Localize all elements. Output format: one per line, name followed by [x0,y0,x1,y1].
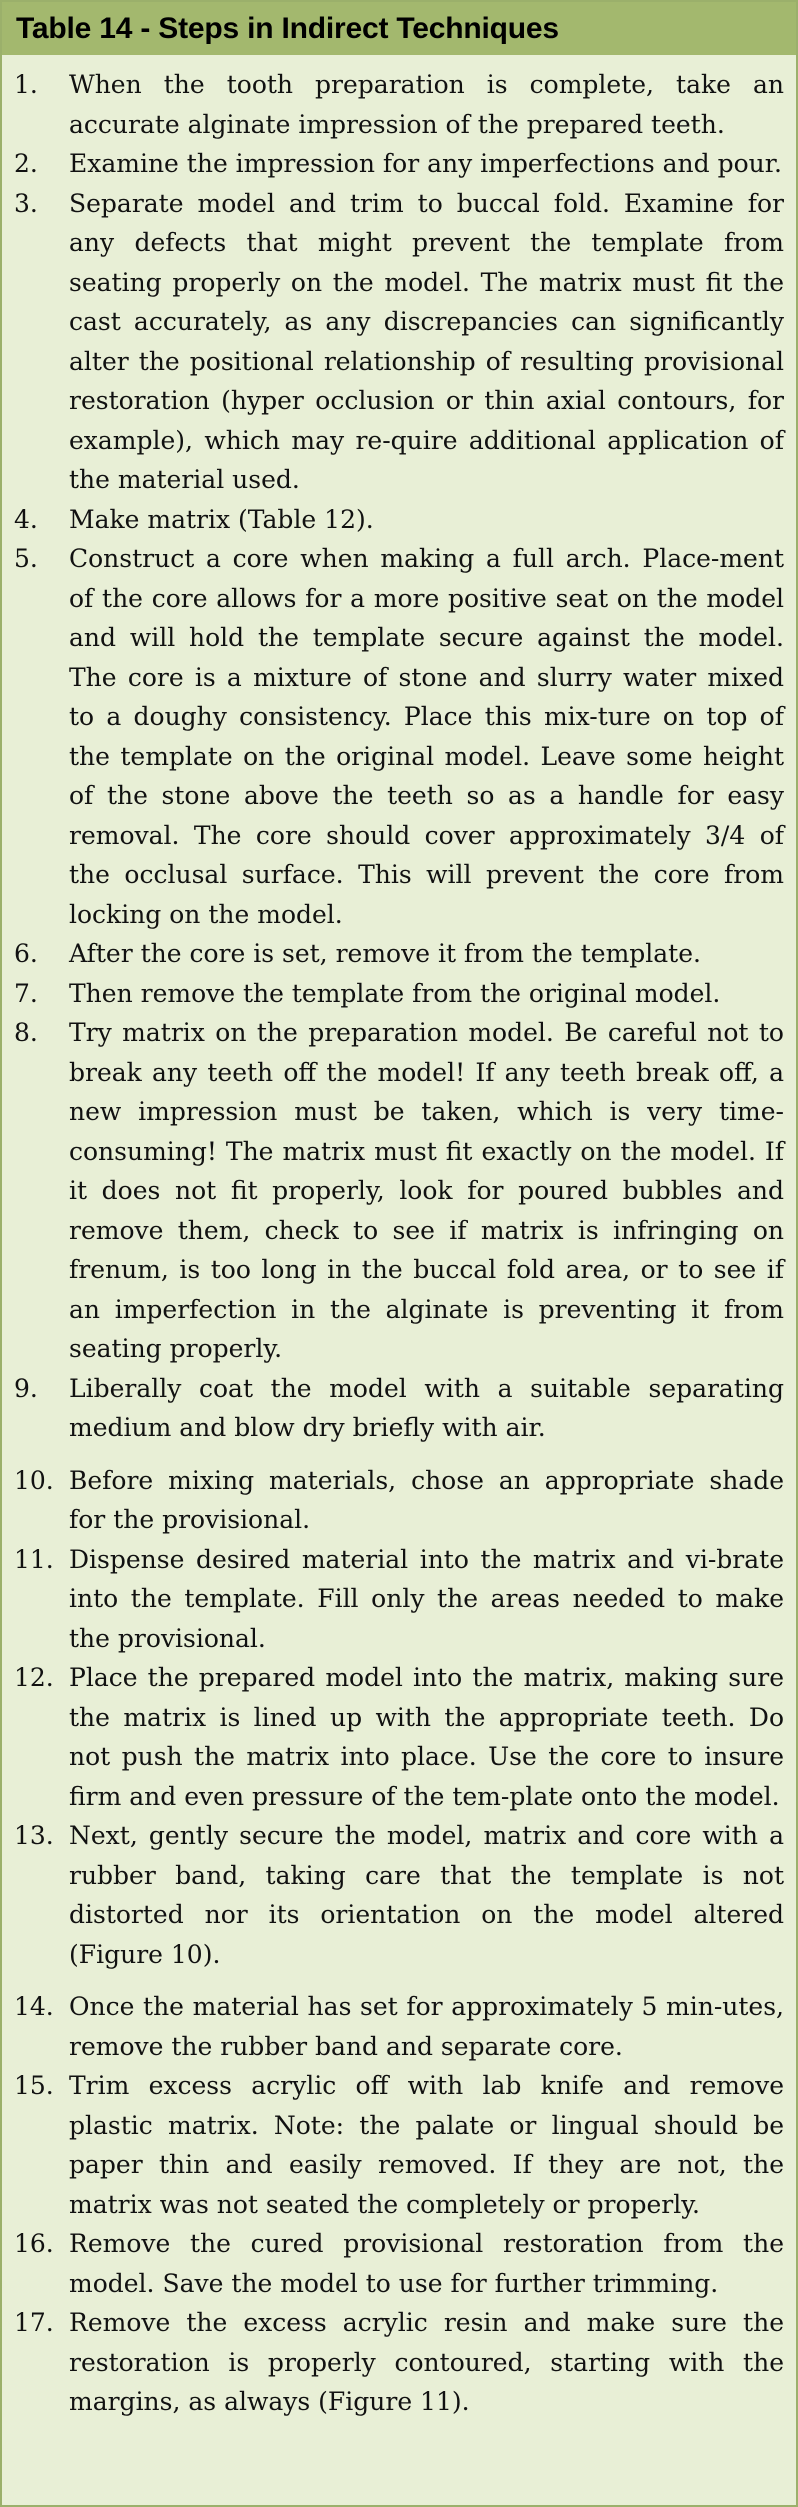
list-item [2,184,796,500]
step-number: 2. [14,149,38,178]
step-text: After the core is set, remove it from the template. [69,939,701,968]
list-item [2,500,796,540]
step-text: When the tooth preparation is complete, take an accurate alginate impression of the prepared teeth. [69,70,784,139]
list-item [2,539,796,934]
list-item [2,934,796,974]
step-text: Then remove the template from the original model. [69,978,721,1008]
list-item [2,974,796,1014]
step-number: 10. [14,1465,54,1495]
step-text: Liberally coat the model with a suitable separating medium and blow dry briefly with air. [69,1373,784,1442]
step-number: 4. [14,504,38,534]
step-text: Examine the impression for any imperfections and pour. [69,149,782,178]
step-text: Remove the cured provisional restoration from the model. Save the model to use for further trimming. [69,2229,784,2298]
table-title: Table 14 - Steps in Indirect Techniques [2,2,796,55]
step-number: 8. [14,1018,38,1047]
list-item [2,1013,796,1369]
steps-list [2,55,796,2422]
step-text: Separate model and trim to buccal fold. Examine for any defects that might prevent the template from seating properly on the model. The matrix must fit the cast accurately, as any discrepancies can significantly alter the positional relationship of resulting provisional restoration (hyper occlusion or thin axial contours, for example), which may re-quire additional application of the material used. [69,188,784,494]
step-number: 16. [14,2229,54,2258]
step-number: 7. [14,978,38,1008]
step-text: Construct a core when making a full arch. Place-ment of the core allows for a more positive seat on the model and will hold the template secure against the model. The core is a mixture of stone and slurry water mixed to a doughy consistency. Place this mix-ture on top of the template on the original model. Leave some height of the stone above the teeth so as a handle for easy removal. The core should cover approximately 3/4 of the occlusal surface. This will prevent the core from locking on the model. [69,544,784,929]
step-number: 17. [14,2308,54,2337]
step-number: 9. [14,1373,38,1403]
step-text: Once the material has set for approximately 5 min-utes, remove the rubber band and separate core. [69,1992,784,2061]
step-text: Dispense desired material into the matrix and vi-brate into the template. Fill only the areas needed to make the provisional. [69,1544,784,1653]
step-text: Next, gently secure the model, matrix and core with a rubber band, taking care that the template is not distorted nor its orientation on the model altered (Figure 10). [69,1821,784,1969]
step-number: 1. [14,70,38,99]
list-item [2,1987,796,2066]
list-item [2,1540,796,1659]
list-item [2,1658,796,1816]
list-item [2,2303,796,2422]
step-number: 11. [14,1544,54,1574]
step-text: Place the prepared model into the matrix, making sure the matrix is lined up with the appropriate teeth. Do not push the matrix into place. Use the core to insure firm and even pressure of the tem-plate onto the model. [69,1663,784,1811]
step-text: Try matrix on the preparation model. Be careful not to break any teeth off the model! If any teeth break off, a new impression must be taken, which is very time-consuming! The matrix must fit exactly on the model. If it does not fit properly, look for poured bubbles and remove them, check to see if matrix is infringing on frenum, is too long in the buccal fold area, or to see if an imperfection in the alginate is preventing it from seating properly. [69,1018,784,1363]
step-text: Make matrix (Table 12). [69,504,374,534]
step-text: Before mixing materials, chose an appropriate shade for the provisional. [69,1465,784,1534]
step-number: 13. [14,1821,54,1850]
step-number: 14. [14,1992,54,2021]
step-number: 5. [14,544,38,573]
step-text: Remove the excess acrylic resin and make sure the restoration is properly contoured, starting with the margins, as always (Figure 11). [69,2308,784,2416]
step-number: 12. [14,1663,54,1692]
step-text: Trim excess acrylic off with lab knife and remove plastic matrix. Note: the palate or lingual should be paper thin and easily removed. If they are not, the matrix was not seated the completely or properly. [69,2071,784,2219]
list-item [2,1816,796,1974]
step-number: 15. [14,2071,54,2100]
step-number: 6. [14,939,38,968]
list-item [2,2224,796,2303]
list-item [2,65,796,144]
list-item [2,2066,796,2224]
list-item [2,1461,796,1540]
list-item [2,144,796,184]
list-item [2,1369,796,1448]
step-number: 3. [14,188,38,218]
